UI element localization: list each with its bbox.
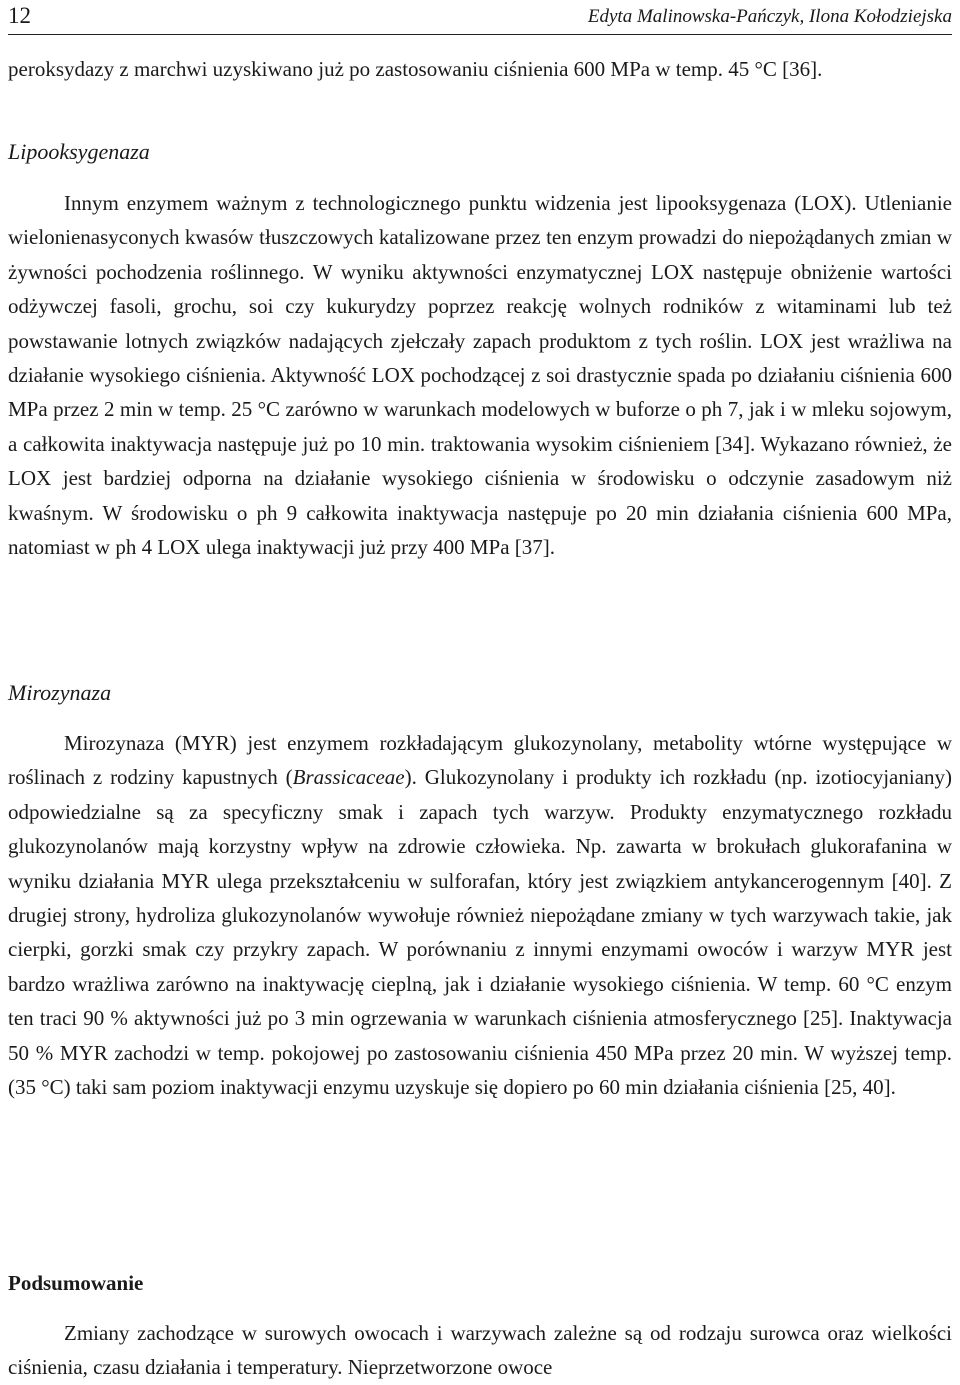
italic-latin-term: Brassicaceae (292, 765, 405, 790)
section-heading-mirozynaza: Mirozynaza (8, 680, 112, 705)
intro-paragraph: peroksydazy z marchwi uzyskiwano już po zastosowaniu ciśnienia 600 MPa w temp. 45 °C [36]. (8, 57, 823, 81)
paragraph-lipooksygenaza: Innym enzymem ważnym z technologicznego punktu widzenia jest lipooksygenaza (LOX). Utlenianie wielonienasyconych kwasów tłuszczowych katalizowane przez ten enzym prowadzi do niepożądanych zmian w żywności pochodzenia roślinnego. W wyniku aktywności enzymatycznej LOX następuje obniżenie wartości odżywczej fasoli, grochu, soi czy kukurydzy poprzez reakcję wolnych rodników z witaminami lub też powstawanie lotnych związków nadających zjełczały zapach produktom z tych roślin. LOX jest wrażliwa na działanie wysokiego ciśnienia. Aktywność LOX pochodzącej z soi drastycznie spada po działaniu ciśnienia 600 MPa przez 2 min w temp. 25 °C zarówno w warunkach modelowych w buforze o ph 7, jak i w mleku sojowym, a całkowita inaktywacja następuje już po 10 min. traktowania wysokim ciśnieniem [34]. Wykazano również, że LOX jest bardziej odporna na działanie wysokiego ciśnienia w środowisku o odczynie zasadowym niż kwaśnym. W środowisku o ph 9 całkowita inaktywacja następuje po 20 min działania ciśnienia 600 MPa, natomiast w ph 4 LOX ulega inaktywacji już przy 400 MPa [37]. (8, 191, 952, 560)
section-heading-lipooksygenaza: Lipooksygenaza (8, 139, 150, 164)
section-heading-podsumowanie: Podsumowanie (8, 1271, 144, 1295)
paragraph-mirozynaza (8, 726, 952, 1104)
page-header (8, 0, 952, 35)
paragraph-text-part: Mirozynaza (MYR) jest enzymem rozkładającym glukozynolany, metabolity wtórne występujące w roślinach z rodziny kapustnych ( (8, 731, 952, 790)
running-head: Edyta Malinowska-Pańczyk, Ilona Kołodziejska (587, 6, 952, 27)
paragraph-text-part: ). Glukozynolany i produkty ich rozkładu (np. izotiocyjaniany) odpowiedzialne są za specyficzny smak i zapach tych warzyw. Produkty enzymatycznego rozkładu glukozynolanów mają korzystny wpływ na zdrowie człowieka. Np. zawarta w brokułach glukorafanina w wyniku działania MYR ulega przekształceniu w sulforafan, który jest związkiem antykancerogennym [40]. Z drugiej strony, hydroliza glukozynolanów wywołuje również niepożądane zmiany w tych warzywach takie, jak cierpki, gorzki smak czy przykry zapach. W porównaniu z innymi enzymami owoców i warzyw MYR jest bardzo wrażliwa zarówno na inaktywację cieplną, jak i działanie wysokiego ciśnienia. W temp. 60 °C enzym ten traci 90 % aktywności już po 3 min ogrzewania w warunkach ciśnienia atmosferycznego [25]. Inaktywacja 50 % MYR zachodzi w temp. pokojowej po zastosowaniu ciśnienia 450 MPa przez 20 min. W wyższej temp. (35 °C) taki sam poziom inaktywacji enzymu uzyskuje się dopiero po 60 min działania ciśnienia [25, 40]. (8, 765, 953, 1100)
page-number: 12 (8, 3, 31, 28)
paragraph-podsumowanie: Zmiany zachodzące w surowych owocach i warzywach zależne są od rodzaju surowca oraz wielkości ciśnienia, czasu działania i temperatury. Nieprzetworzone owoce (8, 1321, 952, 1380)
